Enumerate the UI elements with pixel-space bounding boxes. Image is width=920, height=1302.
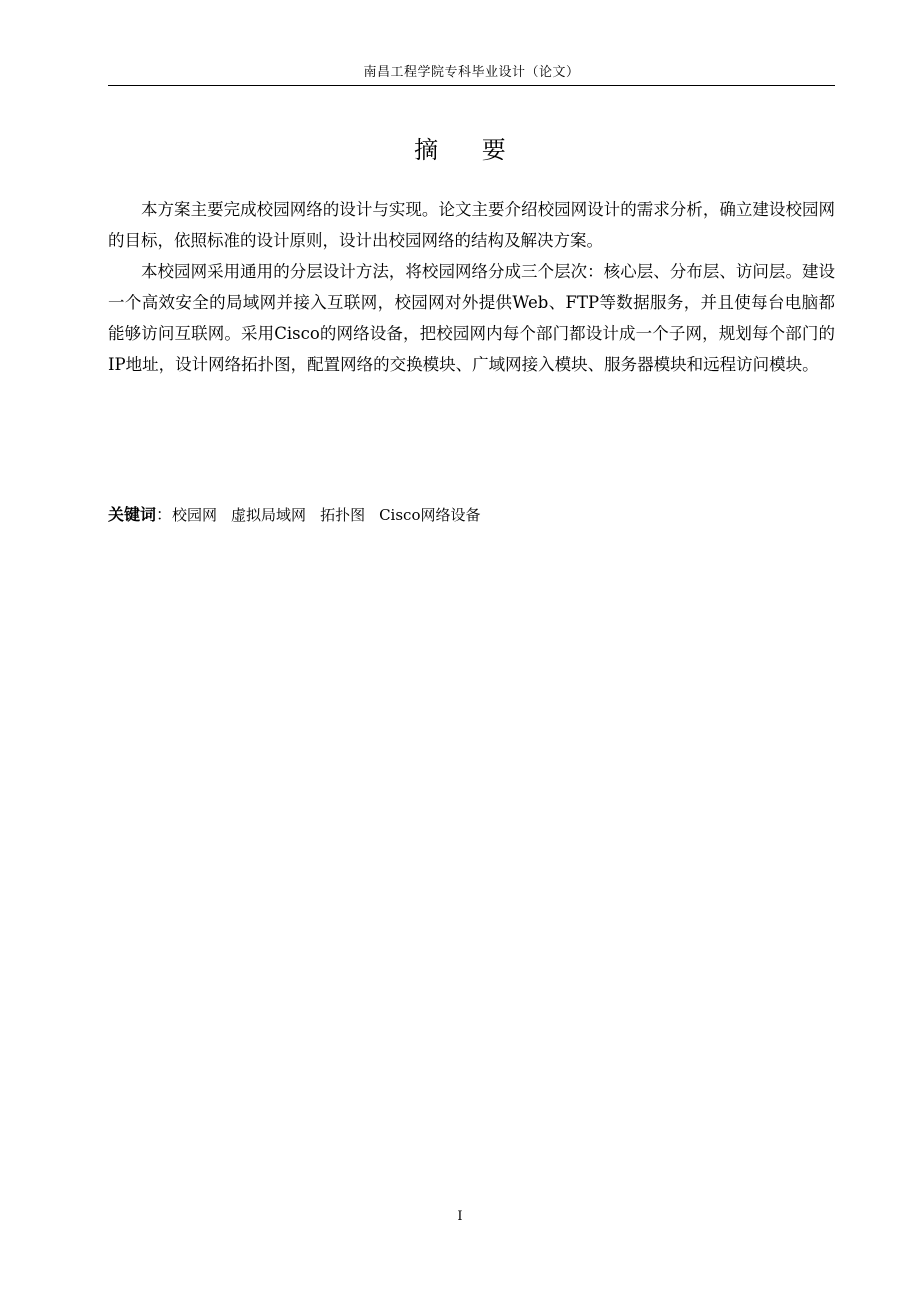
keyword-item: Cisco网络设备 bbox=[379, 506, 481, 524]
running-header: 南昌工程学院专科毕业设计（论文） bbox=[363, 65, 580, 80]
keyword-item: 虚拟局域网 bbox=[231, 506, 307, 524]
abstract-body bbox=[108, 194, 835, 380]
keywords-line bbox=[108, 501, 835, 529]
header-rule bbox=[108, 85, 835, 86]
keyword-item: 拓扑图 bbox=[320, 506, 366, 524]
abstract-paragraph-1: 本方案主要完成校园网络的设计与实现。论文主要介绍校园网设计的需求分析，确立建设校园网的目标，依照标准的设计原则，设计出校园网络的结构及解决方案。 bbox=[108, 200, 835, 250]
keywords-label: 关键词 bbox=[108, 505, 157, 524]
abstract-paragraph-2: 本校园网采用通用的分层设计方法，将校园网络分成三个层次：核心层、分布层、访问层。建设一个高效安全的局域网并接入互联网，校园网对外提供Web、FTP等数据服务，并且使每台电脑都能够访问互联网。采用Cisco的网络设备，把校园网内每个部门都设计成一个子网，规划每个部门的IP地址，设计网络拓扑图，配置网络的交换模块、广域网接入模块、服务器模块和远程访问模块。 bbox=[108, 262, 835, 374]
keyword-item: 校园网 bbox=[172, 506, 218, 524]
page-number: I bbox=[457, 1209, 463, 1224]
abstract-title: 摘 要 bbox=[414, 136, 524, 164]
keywords-separator: ： bbox=[156, 505, 173, 524]
